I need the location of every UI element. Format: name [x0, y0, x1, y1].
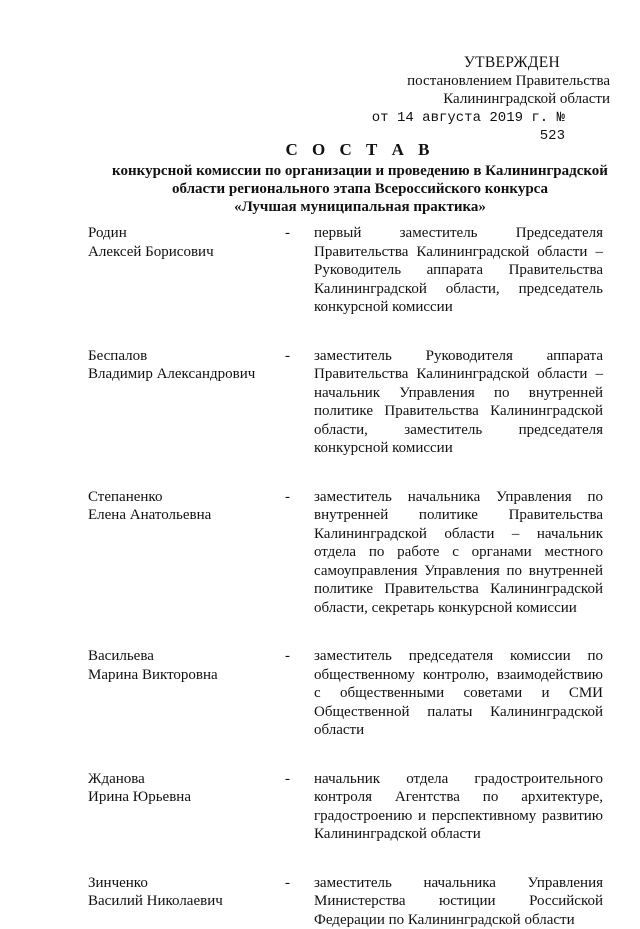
member-surname: Степаненко	[88, 488, 278, 507]
approval-date-number: от 14 августа 2019 г. № 523	[340, 109, 610, 145]
member-role: начальник отдела градостроительного контроля Агентства по архитектуре, градостроению и перспективному развитию Калининградской области	[314, 770, 603, 844]
member-entry	[88, 347, 603, 458]
member-entry	[88, 224, 603, 317]
member-name	[88, 647, 278, 684]
member-dash: -	[285, 488, 290, 507]
document-subtitle-line: области регионального этапа Всероссийского конкурса	[80, 180, 640, 198]
member-given-name: Марина Викторовна	[88, 666, 278, 685]
member-surname: Васильева	[88, 647, 278, 666]
member-name	[88, 488, 278, 525]
member-role: заместитель начальника Управления по внутренней политике Правительства Калининградской области – начальник отдела по работе с органами местного самоуправления Управления по внутренней политике Правительства Калининградской области, секретарь конкурсной комиссии	[314, 488, 603, 618]
approval-region: Калининградской области	[340, 90, 610, 108]
member-role: заместитель председателя комиссии по общественному контролю, взаимодействию с общественными советами и СМИ Общественной палаты Калининградской области	[314, 647, 603, 740]
member-role: первый заместитель Председателя Правительства Калининградской области – Руководитель аппарата Правительства Калининградской области, председатель конкурсной комиссии	[314, 224, 603, 317]
member-entry	[88, 647, 603, 740]
member-given-name: Елена Анатольевна	[88, 506, 278, 525]
member-dash: -	[285, 647, 290, 666]
member-name	[88, 224, 278, 261]
approval-stamp	[340, 54, 610, 145]
commission-members-list	[88, 224, 603, 929]
member-given-name: Владимир Александрович	[88, 365, 278, 384]
member-name	[88, 347, 278, 384]
member-surname: Жданова	[88, 770, 278, 789]
member-given-name: Ирина Юрьевна	[88, 788, 278, 807]
member-dash: -	[285, 224, 290, 243]
member-surname: Родин	[88, 224, 278, 243]
member-given-name: Алексей Борисович	[88, 243, 278, 262]
member-role: заместитель начальника Управления Министерства юстиции Российской Федерации по Калининградской области	[314, 874, 603, 929]
member-entry	[88, 770, 603, 844]
member-given-name: Василий Николаевич	[88, 892, 278, 911]
document-title: С О С Т А В	[80, 140, 640, 160]
member-entry	[88, 488, 603, 618]
member-surname: Зинченко	[88, 874, 278, 893]
document-subtitle-line: конкурсной комиссии по организации и проведению в Калининградской	[80, 162, 640, 180]
member-surname: Беспалов	[88, 347, 278, 366]
member-dash: -	[285, 347, 290, 366]
approval-title: УТВЕРЖДЕН	[340, 54, 610, 72]
document-subtitle-line: «Лучшая муниципальная практика»	[80, 198, 640, 216]
member-name	[88, 770, 278, 807]
member-entry	[88, 874, 603, 929]
member-dash: -	[285, 874, 290, 893]
member-dash: -	[285, 770, 290, 789]
member-role: заместитель Руководителя аппарата Правительства Калининградской области – начальник Управления по внутренней политике Правительства Калининградской области, заместитель председателя конкурсной комиссии	[314, 347, 603, 458]
document-heading	[80, 140, 640, 216]
approval-decree: постановлением Правительства	[340, 72, 610, 90]
